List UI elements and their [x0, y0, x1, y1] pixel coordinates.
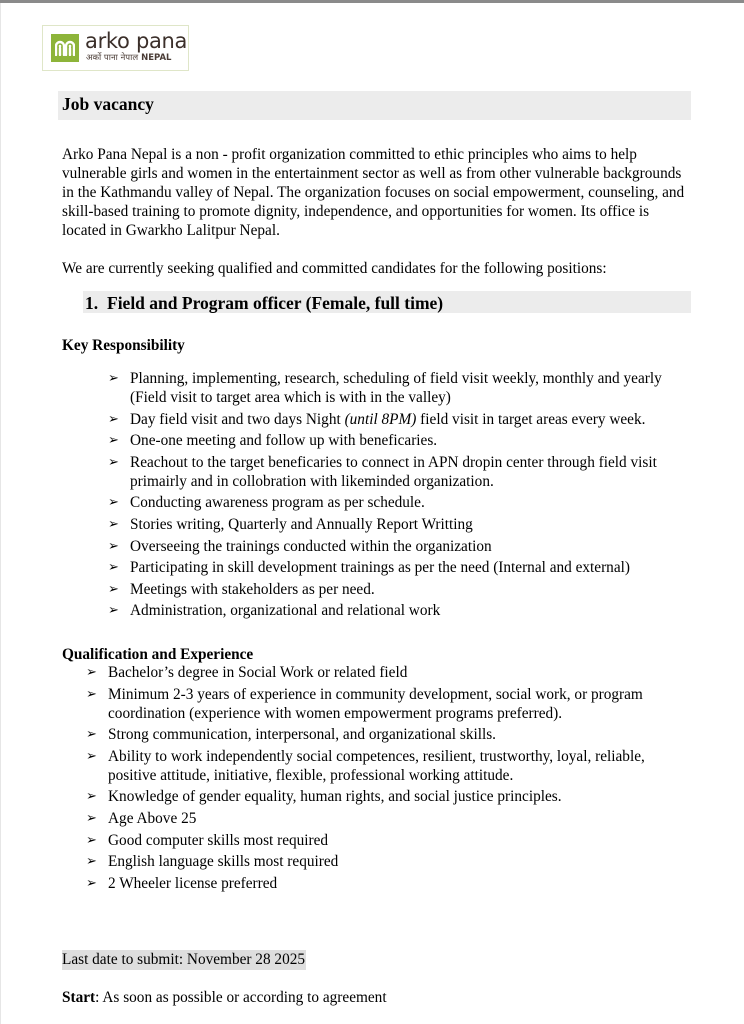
list-item-text: 2 Wheeler license preferred: [108, 874, 278, 892]
list-item-text: Knowledge of gender equality, human rights, and social justice principles.: [108, 788, 562, 806]
list-item-text: Minimum 2-3 years of experience in community development, social work, or program coordination (experience with women empowerment programs preferred).: [108, 685, 643, 722]
list-item-text: Age Above 25: [108, 809, 197, 827]
list-item-text: Participating in skill development trainings as per the need (Internal and external): [130, 559, 630, 577]
arrow-bullet-icon: ➢: [108, 495, 119, 511]
list-item: [108, 493, 698, 512]
arrow-bullet-icon: ➢: [108, 516, 119, 532]
list-item: [108, 537, 698, 556]
qualification-list: [86, 663, 696, 895]
start-value: : As soon as possible or according to agreement: [95, 989, 387, 1006]
list-item: [108, 558, 698, 577]
arrow-bullet-icon: ➢: [108, 603, 119, 619]
list-item: [86, 809, 696, 828]
list-item: [108, 515, 698, 534]
arrow-bullet-icon: ➢: [86, 727, 97, 743]
list-item: [108, 601, 698, 620]
list-item-text: Ability to work independently social competences, resilient, trustworthy, loyal, reliable, positive attitude, initiative, flexible, professional working attitude.: [108, 747, 645, 784]
list-item: [108, 431, 698, 450]
list-item-text: Good computer skills most required: [108, 831, 329, 849]
list-item: [86, 852, 696, 871]
qualification-heading: Qualification and Experience: [62, 646, 254, 663]
list-item-text: Stories writing, Quarterly and Annually Report Writting: [130, 515, 473, 533]
arrow-bullet-icon: ➢: [108, 411, 119, 427]
list-item: [86, 747, 696, 785]
logo-name: arko pana: [85, 29, 188, 53]
text-before: Day field visit and two days Night: [130, 410, 345, 428]
arrow-bullet-icon: ➢: [86, 748, 97, 764]
list-item: [108, 453, 698, 491]
arrow-bullet-icon: ➢: [86, 810, 97, 826]
key-responsibility-heading: Key Responsibility: [62, 337, 185, 354]
deadline-highlight: Last date to submit: November 28 2025: [62, 951, 306, 968]
list-item-text: One-one meeting and follow up with beneficaries.: [130, 432, 438, 450]
window-top-border: [0, 0, 744, 3]
list-item-text: English language skills most required: [108, 853, 339, 871]
arrow-bullet-icon: ➢: [86, 875, 97, 891]
list-item: [86, 787, 696, 806]
list-item-text: Strong communication, interpersonal, and organizational skills.: [108, 726, 497, 744]
logo-tagline: [86, 53, 171, 64]
position-heading: [85, 292, 443, 314]
text-italic-time: (until 8PM): [344, 410, 417, 428]
arrow-bullet-icon: ➢: [86, 854, 97, 870]
list-item: [108, 369, 698, 407]
intro-paragraph: Arko Pana Nepal is a non - profit organization committed to ethic principles who aims to help vulnerable girls and women in the entertainment sector as well as from other vulnerable backgrounds in the Kathmandu valley of Nepal. The organization focuses on social empowerment, counseling, and skill-based training to promote dignity, independence, and opportunities for women. Its office is located in Gwarkho Lalitpur Nepal.: [62, 146, 685, 239]
arrow-bullet-icon: ➢: [108, 538, 119, 554]
logo-tagline-devanagari: अर्को पाना नेपाल: [86, 53, 139, 63]
arrow-bullet-icon: ➢: [86, 686, 97, 702]
list-item-text: [130, 411, 645, 428]
seeking-paragraph: We are currently seeking qualified and committed candidates for the following positions:: [62, 260, 607, 277]
page-title: Job vacancy: [62, 94, 154, 114]
position-number: 1.: [85, 293, 99, 313]
start-line: [62, 988, 387, 1007]
arrow-bullet-icon: ➢: [108, 581, 119, 597]
arrow-bullet-icon: ➢: [108, 454, 119, 470]
list-item-text: Reachout to the target beneficaries to connect in APN dropin center through field visit primairly and in collobration with likeminded organization.: [130, 453, 657, 490]
list-item: [86, 663, 696, 682]
text-after: field visit in target areas every week.: [416, 410, 646, 428]
arrow-bullet-icon: ➢: [86, 832, 97, 848]
arrow-bullet-icon: ➢: [108, 560, 119, 576]
list-item-text: Administration, organizational and relational work: [130, 602, 441, 620]
list-item-text: Meetings with stakeholders as per need.: [130, 580, 375, 598]
list-item: [86, 725, 696, 744]
list-item: [86, 831, 696, 850]
list-item-text: Planning, implementing, research, scheduling of field visit weekly, monthly and yearly (Field visit to target area which is with in the valley): [130, 370, 662, 406]
arrow-bullet-icon: ➢: [86, 789, 97, 805]
arrow-bullet-icon: ➢: [86, 665, 97, 680]
list-item-text: Bachelor’s degree in Social Work or related field: [108, 664, 408, 681]
responsibility-list: [108, 369, 698, 623]
page-left-edge: [0, 3, 1, 1024]
list-item: [108, 410, 698, 429]
logo-mark-icon: [51, 34, 79, 62]
logo-tagline-nepal: NEPAL: [141, 53, 172, 63]
arrow-bullet-icon: ➢: [108, 433, 119, 449]
arko-pana-logo: [42, 25, 189, 71]
list-item-text: Overseeing the trainings conducted within the organization: [130, 537, 492, 555]
list-item: [108, 580, 698, 599]
start-label: Start: [62, 989, 96, 1006]
list-item-text: Conducting awareness program as per schedule.: [130, 494, 425, 512]
list-item: [86, 685, 696, 723]
list-item: [86, 874, 696, 893]
position-title: Field and Program officer (Female, full time): [107, 293, 444, 313]
arrow-bullet-icon: ➢: [108, 371, 119, 386]
